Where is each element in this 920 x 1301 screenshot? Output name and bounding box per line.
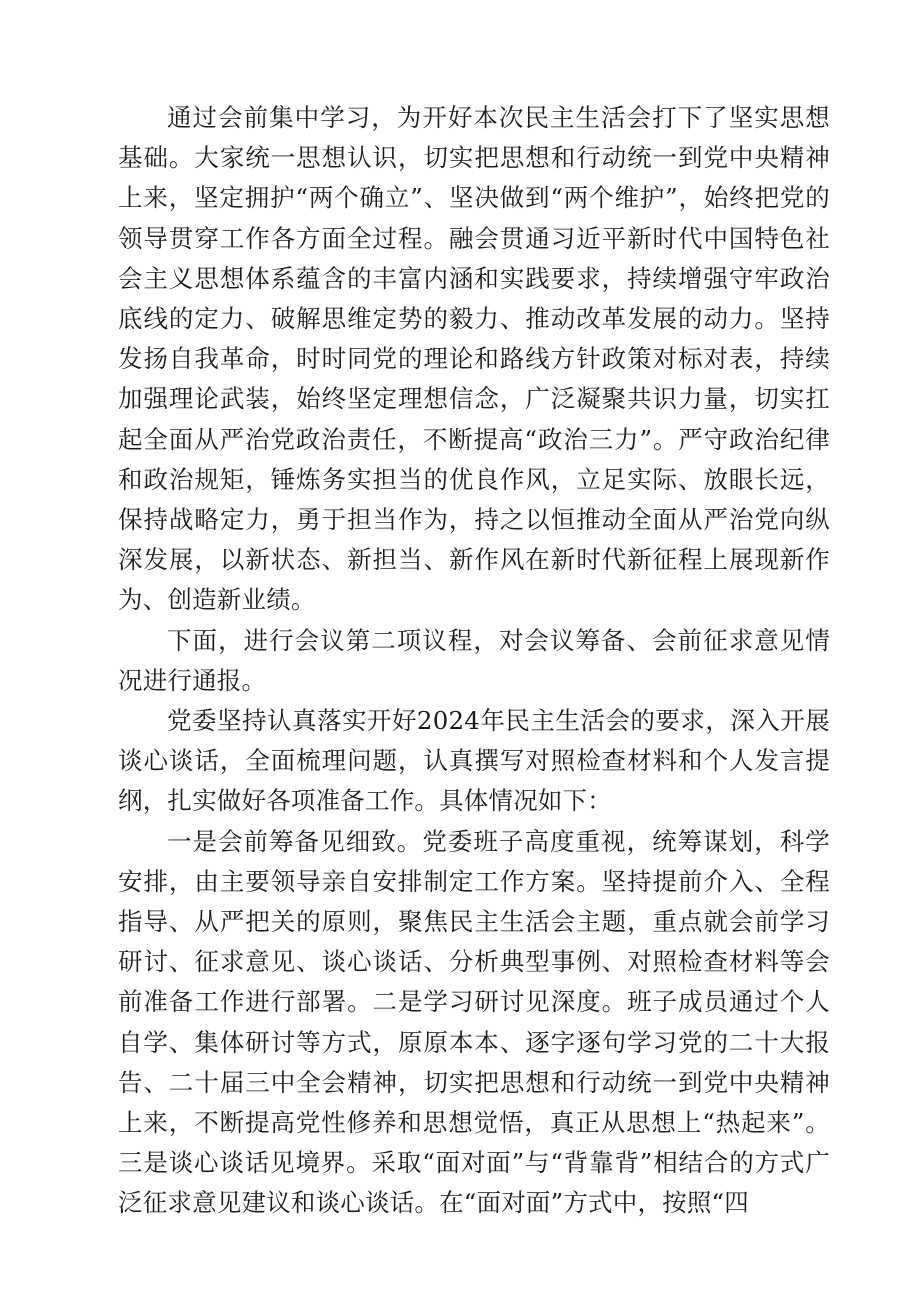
paragraph-preparation-overview: 党委坚持认真落实开好2024年民主生活会的要求，深入开展谈心谈话，全面梳理问题，认真撰写对照检查材料和个人发言提纲，扎实做好各项准备工作。具体情况如下： <box>118 706 830 816</box>
document-body <box>118 98 830 1224</box>
paragraph-study-summary: 通过会前集中学习，为开好本次民主生活会打下了坚实思想基础。大家统一思想认识，切实把思想和行动统一到党中央精神上来，坚定拥护“两个确立”、坚决做到“两个维护”，始终把党的领导贯穿工作各方面全过程。融会贯通习近平新时代中国特色社会主义思想体系蕴含的丰富内涵和实践要求，持续增强守牢政治底线的定力、破解思维定势的毅力、推动改革发展的动力。坚持发扬自我革命，时时同党的理论和路线方针政策对标对表，持续加强理论武装，始终坚定理想信念，广泛凝聚共识力量，切实扛起全面从严治党政治责任，不断提高“政治三力”。严守政治纪律和政治规矩，锤炼务实担当的优良作风，立足实际、放眼长远，保持战略定力，勇于担当作为，持之以恒推动全面从严治党向纵深发展，以新状态、新担当、新作风在新时代新征程上展现新作为、创造新业绩。 <box>118 103 830 615</box>
paragraph-agenda-item: 下面，进行会议第二项议程，对会议筹备、会前征求意见情况进行通报。 <box>118 625 830 695</box>
paragraph-preparation-details: 一是会前筹备见细致。党委班子高度重视，统筹谋划，科学安排，由主要领导亲自安排制定工作方案。坚持提前介入、全程指导、从严把关的原则，聚焦民主生活会主题，重点就会前学习研讨、征求意见、谈心谈话、分析典型事例、对照检查材料等会前准备工作进行部署。二是学习研讨见深度。班子成员通过个人自学、集体研讨等方式，原原本本、逐字逐句学习党的二十大报告、二十届三中全会精神，切实把思想和行动统一到党中央精神上来，不断提高党性修养和思想觉悟，真正从思想上“热起来”。三是谈心谈话见境界。采取“面对面”与“背靠背”相结合的方式广泛征求意见建议和谈心谈话。在“面对面”方式中，按照“四 <box>118 826 830 1218</box>
